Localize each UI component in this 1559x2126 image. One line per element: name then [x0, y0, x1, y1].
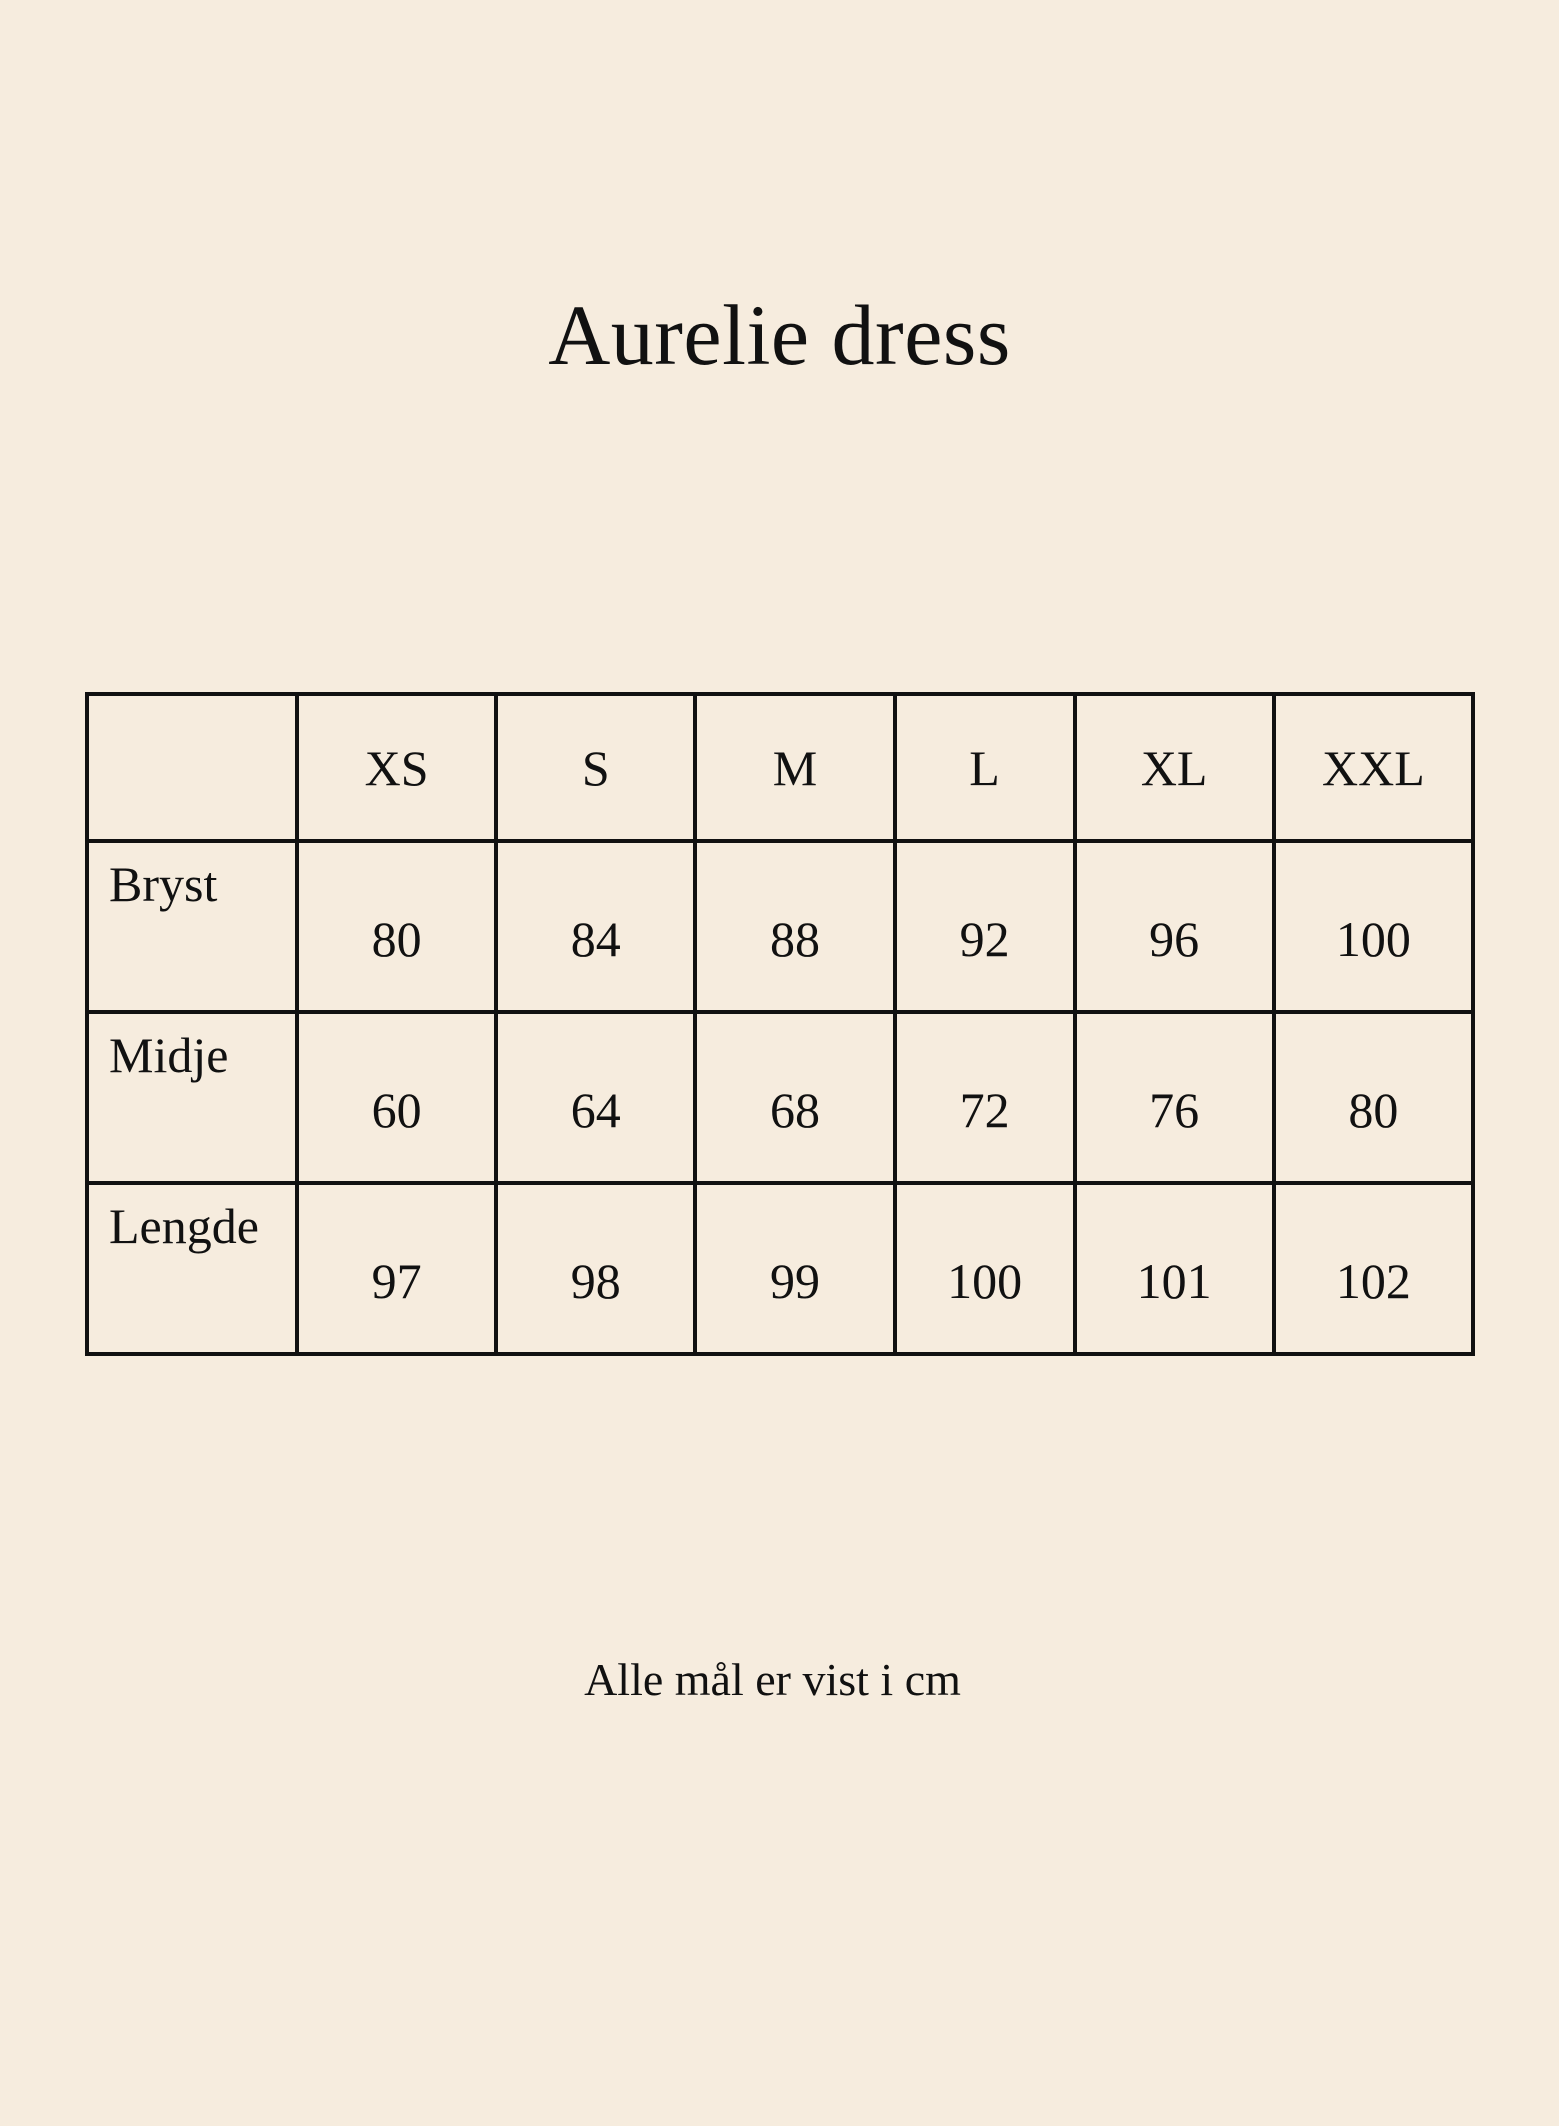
table-cell: 99	[695, 1183, 894, 1354]
row-label-lengde: Lengde	[87, 1183, 297, 1354]
table-row-midje	[87, 1012, 1473, 1183]
table-cell: 102	[1274, 1183, 1473, 1354]
table-cell: 80	[297, 841, 496, 1012]
table-cell: 72	[895, 1012, 1075, 1183]
table-row-lengde	[87, 1183, 1473, 1354]
table-cell: 98	[496, 1183, 695, 1354]
table-cell: 60	[297, 1012, 496, 1183]
units-footnote: Alle mål er vist i cm	[584, 1654, 961, 1705]
column-header-s: S	[496, 694, 695, 841]
header-row	[87, 694, 1473, 841]
table-cell: 80	[1274, 1012, 1473, 1183]
table-cell: 68	[695, 1012, 894, 1183]
table-cell: 100	[895, 1183, 1075, 1354]
table-cell: 97	[297, 1183, 496, 1354]
empty-corner-cell	[87, 694, 297, 841]
table-row-bryst	[87, 841, 1473, 1012]
column-header-xxl: XXL	[1274, 694, 1473, 841]
column-header-xl: XL	[1075, 694, 1274, 841]
column-header-xs: XS	[297, 694, 496, 841]
table-cell: 76	[1075, 1012, 1274, 1183]
table-cell: 96	[1075, 841, 1274, 1012]
row-label-midje: Midje	[87, 1012, 297, 1183]
table-cell: 84	[496, 841, 695, 1012]
column-header-l: L	[895, 694, 1075, 841]
column-header-m: M	[695, 694, 894, 841]
size-chart-table	[85, 692, 1475, 1309]
row-label-bryst: Bryst	[87, 841, 297, 1012]
page-title: Aurelie dress	[548, 287, 1011, 383]
table-cell: 64	[496, 1012, 695, 1183]
table-cell: 88	[695, 841, 894, 1012]
table-cell: 92	[895, 841, 1075, 1012]
size-table	[85, 692, 1475, 1356]
table-cell: 100	[1274, 841, 1473, 1012]
table-cell: 101	[1075, 1183, 1274, 1354]
